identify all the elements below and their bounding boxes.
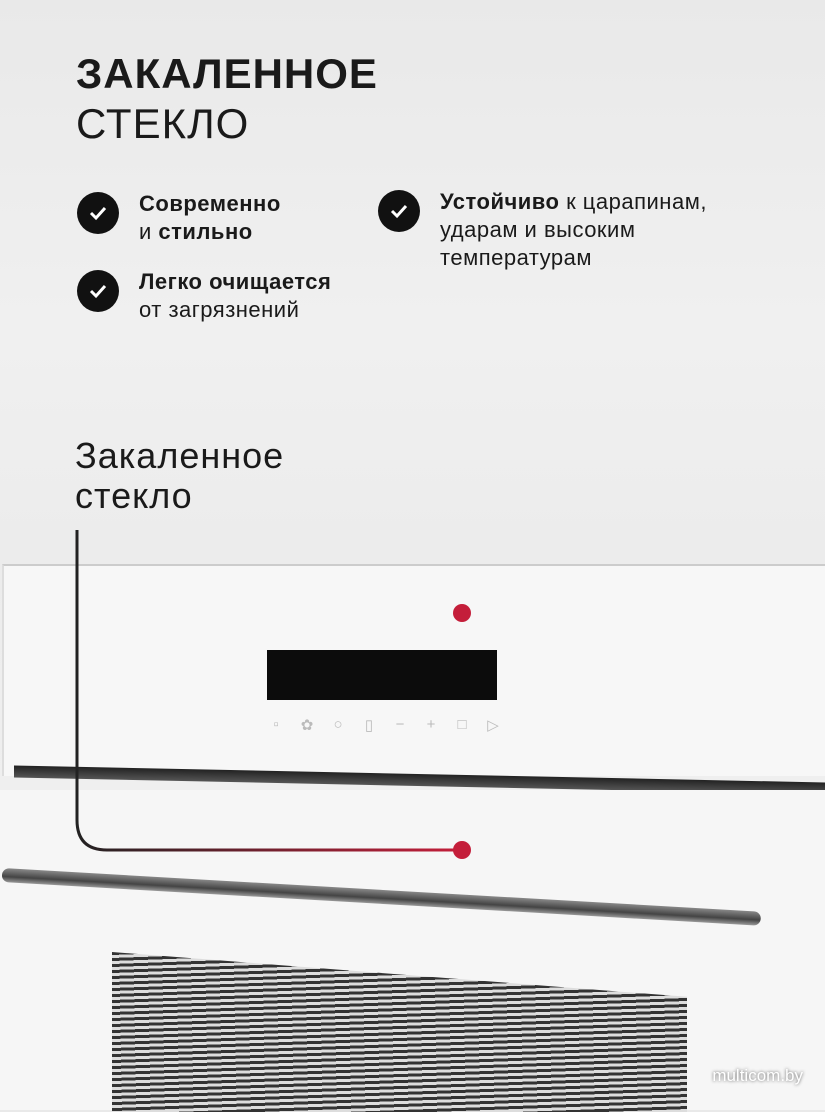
feature-bold: Легко очищается [139,269,332,294]
feature-bold: Современно [139,191,281,216]
minus-icon[interactable]: − [395,716,405,733]
plus-icon[interactable]: + [426,716,436,733]
lock-icon[interactable]: ▫ [273,716,279,733]
callout-line2: стекло [75,475,193,516]
fan-icon[interactable]: ✿ [300,717,314,734]
watermark: multicom.by [712,1066,803,1085]
feature-text: от загрязнений [139,297,300,322]
feature-bold: Устойчиво [440,189,560,214]
callout-line-vertical [77,530,462,850]
heading-line1: ЗАКАЛЕННОЕ [76,50,378,97]
feature-text: ударам и высоким [440,217,636,242]
stop-icon[interactable]: □ [457,716,467,733]
callout-dot-bottom [453,841,471,859]
heading-line2: СТЕКЛО [76,100,250,147]
feature-text: температурам [440,245,592,270]
feature-bold: стильно [158,219,253,244]
thermometer-icon[interactable]: ▯ [364,717,374,734]
feature-text: и [139,219,159,244]
clock-icon[interactable]: ○ [333,716,343,733]
callout-line1: Закаленное [75,435,285,476]
callout-dot-top [453,604,471,622]
play-icon[interactable]: ▷ [487,717,499,734]
feature-text: к царапинам, [559,189,707,214]
